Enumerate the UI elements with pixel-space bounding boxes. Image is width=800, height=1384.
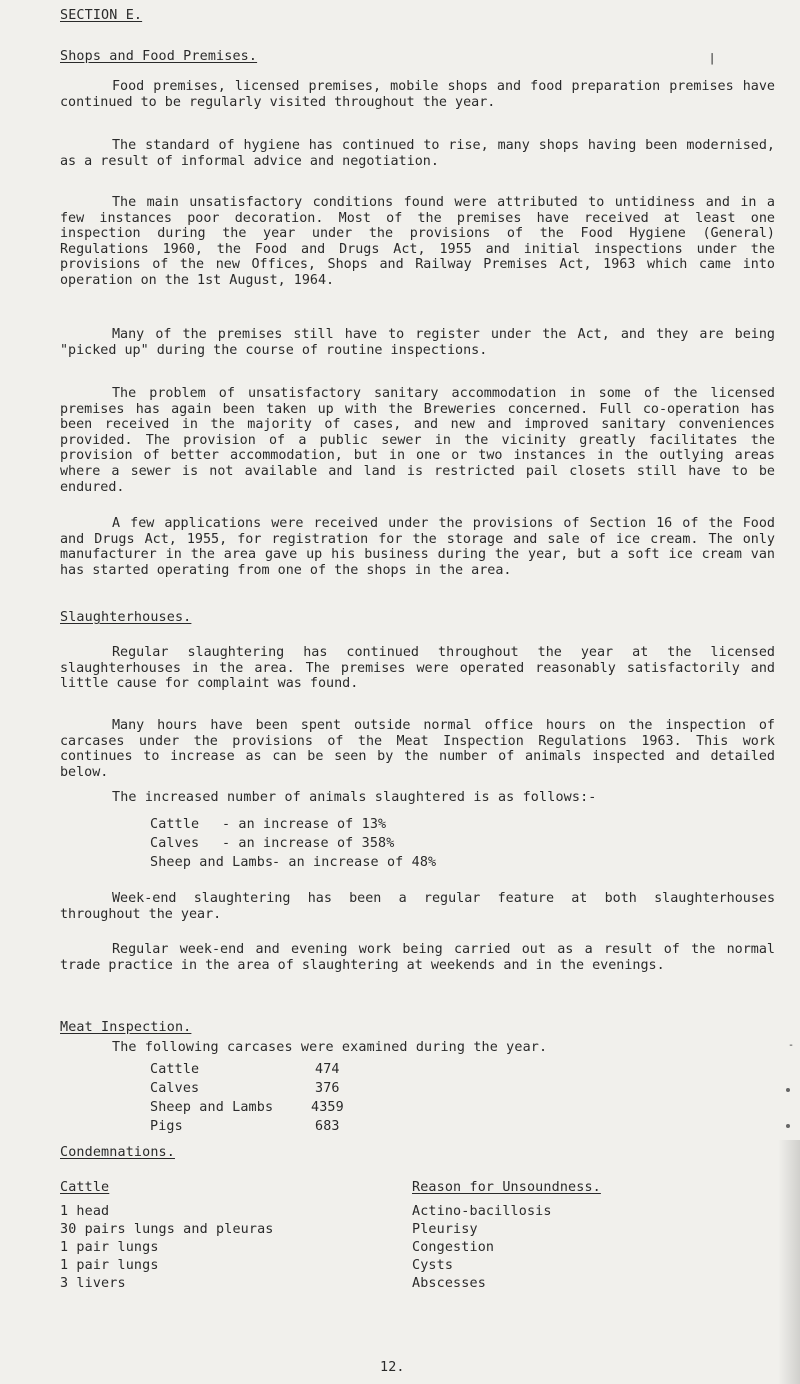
margin-dash: - [788, 1040, 795, 1051]
paragraph-shops-3: The main unsatisfactory conditions found were attributed to untidiness and in a few instances poor decoration. Most of the premises have received at least one inspection during the year under the provisions of the Food Hygiene (General) Regulations 1960, the Food and Drugs Act, 1955 and initial inspections under the provisions of the new Offices, Shops and Railway Premises Act, 1963 which came into operation on the 1st August, 1964. [60, 195, 775, 288]
increase-sheep-value: - an increase of 48% [272, 855, 437, 870]
slaughterhouses-heading: Slaughterhouses. [60, 610, 192, 625]
paragraph-shops-5: The problem of unsatisfactory sanitary accommodation in some of the licensed premises has again been taken up with the Breweries concerned. Full co-operation has been received in the majority of cases, and new and improved sanitary conveniences provided. The provision of a public sewer in the vicinity greatly facilitates the provision of better accommodation, but in one or two instances in the outlying areas where a sewer is not available and land is restricted pail closets still have to be endured. [60, 386, 775, 495]
paragraph-shops-6: A few applications were received under the provisions of Section 16 of the Food and Drugs Act, 1955, for registration for the storage and sale of ice cream. The only manufacturer in the area gave up his business during the year, but a soft ice cream van has started operating from one of the shops in the area. [60, 516, 775, 578]
increase-intro: The increased number of animals slaughtered is as follows:- [112, 790, 597, 805]
carcase-cattle-count: 474 [315, 1062, 340, 1077]
increase-sheep-label: Sheep and Lambs [150, 855, 274, 870]
shops-heading: Shops and Food Premises. [60, 49, 258, 64]
section-heading: SECTION E. [60, 8, 143, 23]
carcase-pigs-label: Pigs [150, 1119, 183, 1134]
scan-shadow [778, 1140, 800, 1384]
paragraph-slaughter-2: Many hours have been spent outside normal office hours on the inspection of carcases under the provisions of the Meat Inspection Regulations 1963. This work continues to increase as can be seen by the number of animals inspected and detailed below. [60, 718, 775, 780]
condemn-cattle-heading: Cattle [60, 1180, 110, 1195]
meat-inspection-heading: Meat Inspection. [60, 1020, 192, 1035]
increase-cattle-label: Cattle [150, 817, 200, 832]
paragraph-weekend-2: Regular week-end and evening work being carried out as a result of the normal trade practice in the area of slaughtering at weekends and in the evenings. [60, 942, 775, 973]
condemn-item-4: 1 pair lungs [60, 1258, 159, 1273]
margin-speck [786, 1088, 790, 1092]
paragraph-shops-1: Food premises, licensed premises, mobile shops and food preparation premises have continued to be regularly visited throughout the year. [60, 79, 775, 110]
increase-cattle-value: - an increase of 13% [222, 817, 387, 832]
condemnations-heading: Condemnations. [60, 1145, 175, 1160]
condemn-reason-5: Abscesses [412, 1276, 486, 1291]
condemn-reason-1: Actino-bacillosis [412, 1204, 552, 1219]
meat-intro: The following carcases were examined during the year. [112, 1040, 548, 1055]
condemn-item-1: 1 head [60, 1204, 110, 1219]
increase-calves-label: Calves [150, 836, 200, 851]
increase-calves-value: - an increase of 358% [222, 836, 395, 851]
carcase-calves-count: 376 [315, 1081, 340, 1096]
condemn-item-5: 3 livers [60, 1276, 126, 1291]
carcase-sheep-label: Sheep and Lambs [150, 1100, 274, 1115]
condemn-reason-heading: Reason for Unsoundness. [412, 1180, 601, 1195]
paragraph-weekend-1: Week-end slaughtering has been a regular feature at both slaughterhouses throughout the year. [60, 891, 775, 922]
paragraph-shops-4: Many of the premises still have to register under the Act, and they are being "picked up" during the course of routine inspections. [60, 327, 775, 358]
page-number: 12. [380, 1360, 405, 1375]
carcase-calves-label: Calves [150, 1081, 200, 1096]
carcase-cattle-label: Cattle [150, 1062, 200, 1077]
paragraph-slaughter-1: Regular slaughtering has continued throughout the year at the licensed slaughterhouses in the area. The premises were operated reasonably satisfactorily and little cause for complaint was found. [60, 645, 775, 692]
condemn-item-2: 30 pairs lungs and pleuras [60, 1222, 274, 1237]
condemn-item-3: 1 pair lungs [60, 1240, 159, 1255]
carcase-sheep-count: 4359 [311, 1100, 344, 1115]
condemn-reason-4: Cysts [412, 1258, 454, 1273]
condemn-reason-3: Congestion [412, 1240, 495, 1255]
margin-mark: ❘ [708, 51, 717, 67]
condemn-reason-2: Pleurisy [412, 1222, 478, 1237]
carcase-pigs-count: 683 [315, 1119, 340, 1134]
margin-speck [786, 1124, 790, 1128]
paragraph-shops-2: The standard of hygiene has continued to rise, many shops having been modernised, as a result of informal advice and negotiation. [60, 138, 775, 169]
